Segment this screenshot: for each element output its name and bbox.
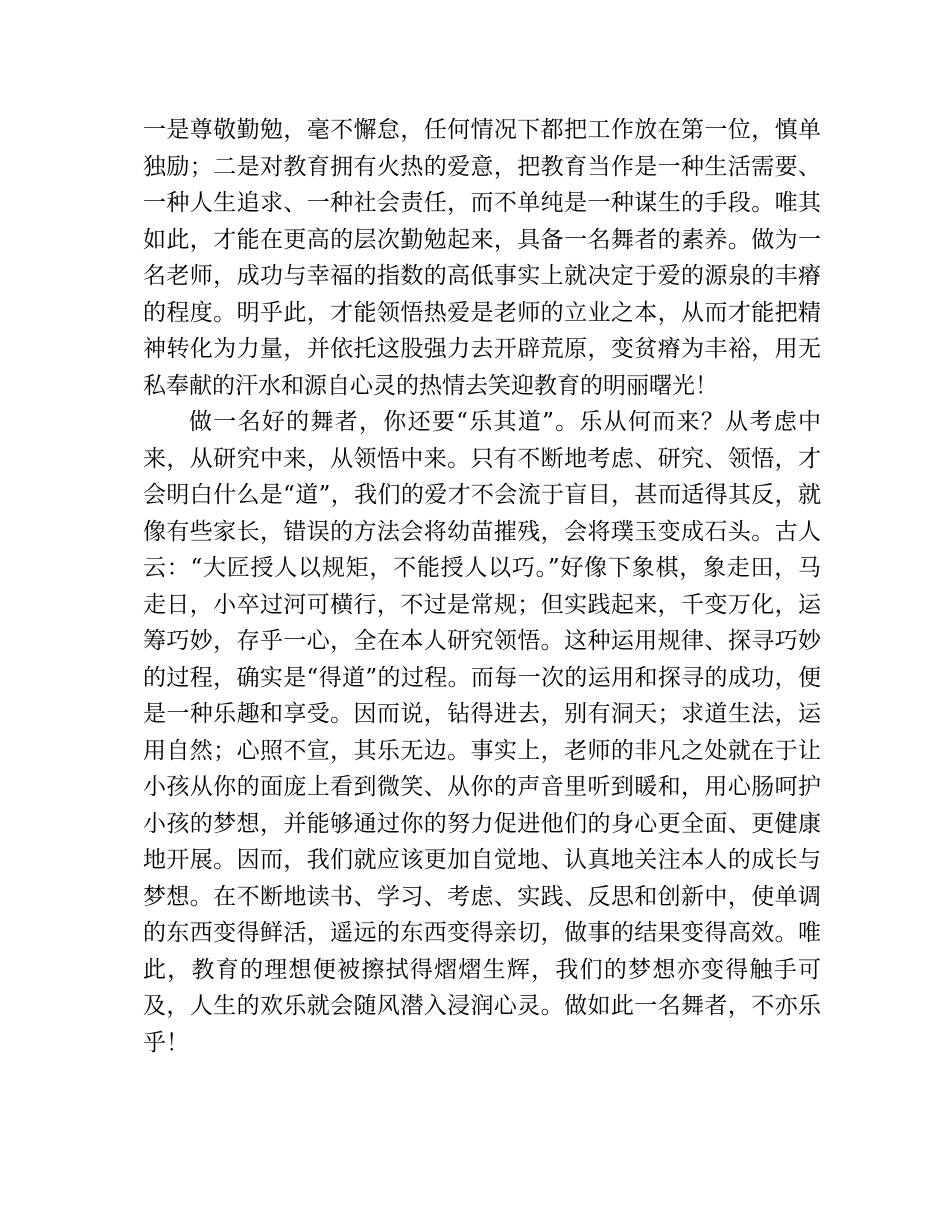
document-page	[143, 112, 821, 1061]
paragraph-dancer-joy: 做一名好的舞者，你还要“乐其道”。乐从何而来？从考虑中来，从研究中来，从领悟中来。只有不断地考虑、研究、领悟，才会明白什么是“道”，我们的爱才不会流于盲目，甚而适得其反，就像有些家长，错误的方法会将幼苗摧残，会将璞玉变成石头。古人云：“大匠授人以规矩，不能授人以巧。”好像下象棋，象走田，马走日，小卒过河可横行，不过是常规；但实践起来，千变万化，运筹巧妙，存乎一心，全在本人研究领悟。这种运用规律、探寻巧妙的过程，确实是“得道”的过程。而每一次的运用和探寻的成功，便是一种乐趣和享受。因而说，钻得进去，别有洞天；求道生法，运用自然；心照不宣，其乐无边。事实上，老师的非凡之处就在于让小孩从你的面庞上看到微笑、从你的声音里听到暖和，用心肠呵护小孩的梦想，并能够通过你的努力促进他们的身心更全面、更健康地开展。因而，我们就应该更加自觉地、认真地关注本人的成长与梦想。在不断地读书、学习、考虑、实践、反思和创新中，使单调的东西变得鲜活，遥远的东西变得亲切，做事的结果变得高效。唯此，教育的理想便被擦拭得熠熠生辉，我们的梦想亦变得触手可及，人生的欢乐就会随风潜入浸润心灵。做如此一名舞者，不亦乐乎！	[143, 409, 821, 1056]
paragraph-continued: 一是尊敬勤勉，毫不懈怠，任何情况下都把工作放在第一位，慎单独励；二是对教育拥有火热的爱意，把教育当作是一种生活需要、一种人生追求、一种社会责任，而不单纯是一种谋生的手段。唯其如此，才能在更高的层次勤勉起来，具备一名舞者的素养。做为一名老师，成功与幸福的指数的高低事实上就决定于爱的源泉的丰瘠的程度。明乎此，才能领悟热爱是老师的立业之本，从而才能把精神转化为力量，并依托这股强力去开辟荒原，变贫瘠为丰裕，用无私奉献的汗水和源自心灵的热情去笑迎教育的明丽曙光！	[143, 117, 821, 399]
